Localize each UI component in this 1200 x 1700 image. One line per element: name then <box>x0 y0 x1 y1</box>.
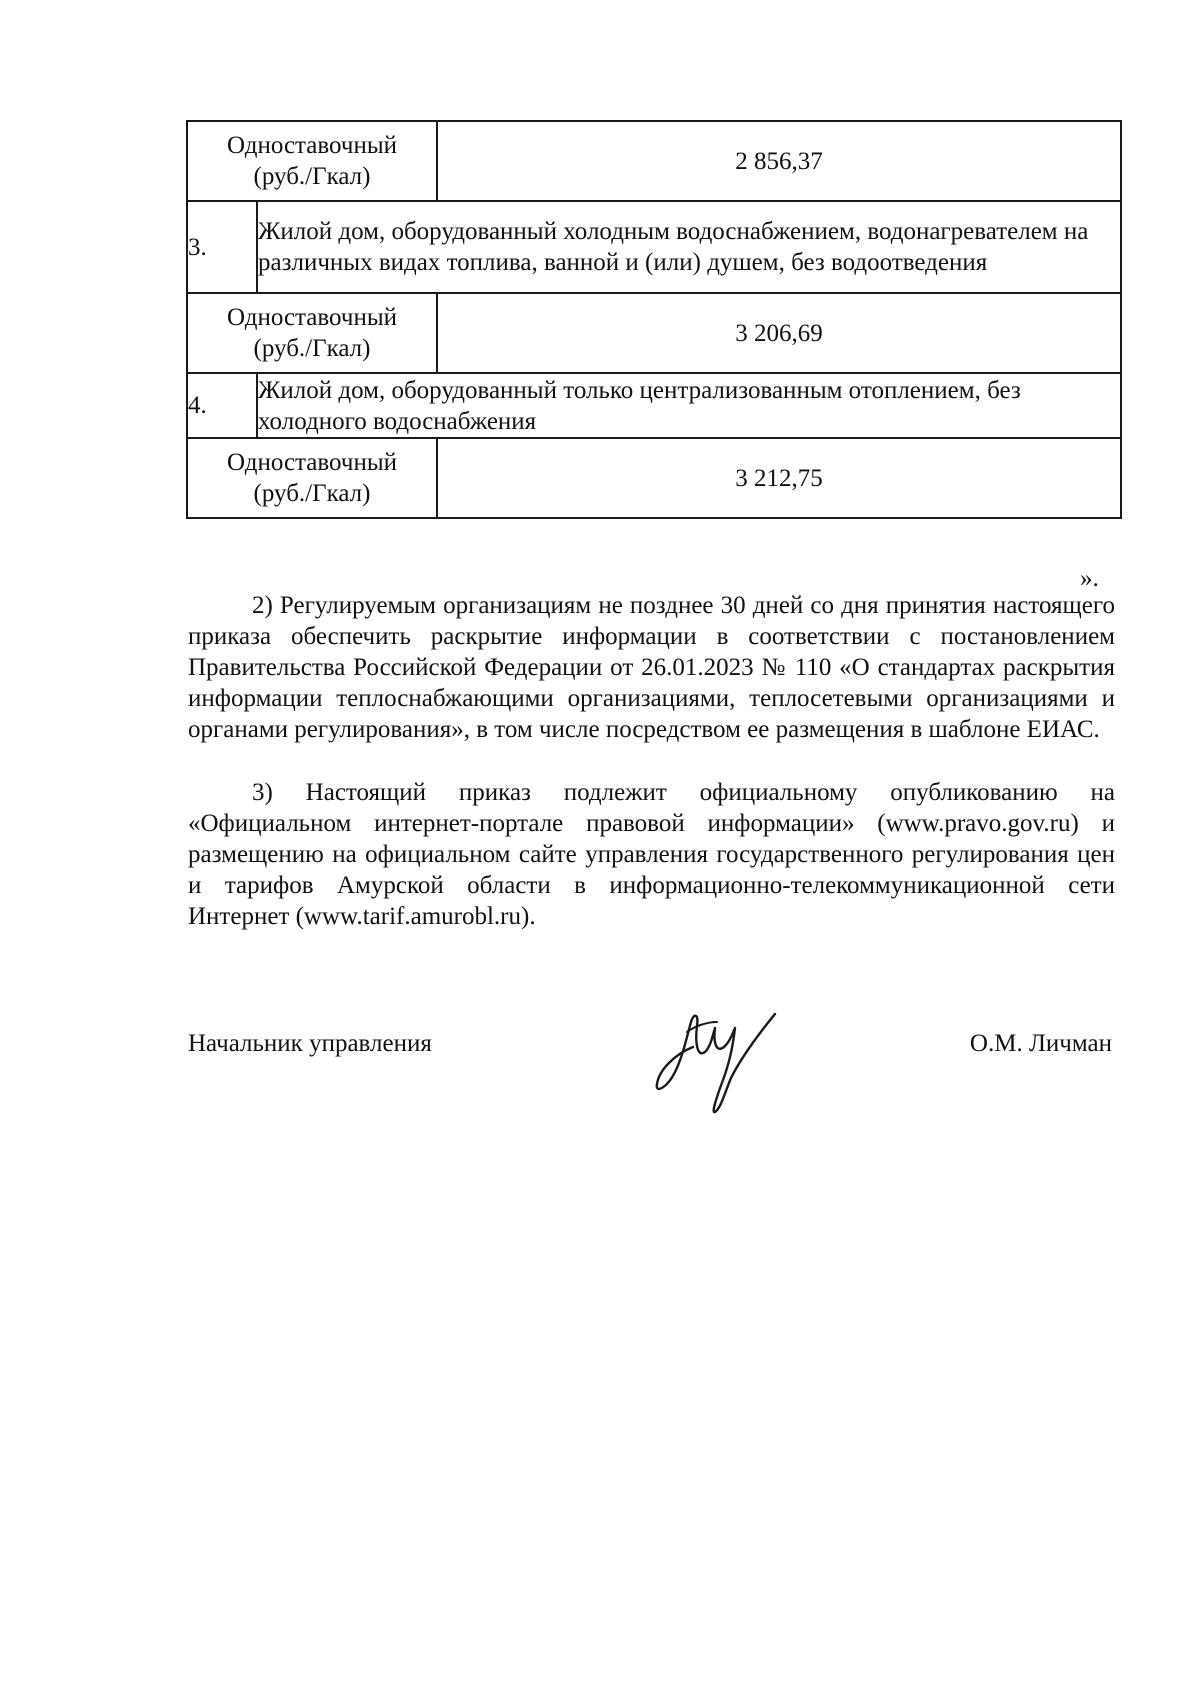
signer-position: Начальник управления <box>188 1030 432 1057</box>
rate-value-cell: 3 206,69 <box>437 293 1121 373</box>
tariff-row-rate <box>187 293 1121 373</box>
item-number: 3. <box>187 201 257 293</box>
rate-label-cell <box>187 438 437 518</box>
tariff-row-item <box>187 201 1121 293</box>
rate-label-cell <box>187 121 437 201</box>
paragraph-disclosure: 2) Регулируемым организациям не позднее 30 дней со дня принятия настоящего приказа обеспечить раскрытие информации в соответствии с постановлением Правительства Российской Федерации от 26.01.2023 № 110 «О стандартах раскрытия информации теплоснабжающими организациями, теплосетевыми организациями и органами регулирования», в том числе посредством ее размещения в шаблоне ЕИАС. <box>188 592 1115 743</box>
handwritten-signature <box>645 992 815 1122</box>
rate-unit-label: (руб./Гкал) <box>253 335 371 362</box>
rate-type-label: Одноставочный <box>227 304 397 331</box>
item-number: 4. <box>187 373 257 438</box>
tariff-row-rate <box>187 438 1121 518</box>
paragraph-publication: 3) Настоящий приказ подлежит официальному опубликованию на «Официальном интернет-портале правовой информации» (www.pravo.gov.ru) и размещению на официальном сайте управления государственного регулирования цен и тарифов Амурской области в информационно-телекоммуникационной сети Интернет (www.tarif.amurobl.ru). <box>188 779 1115 930</box>
tariff-row-item <box>187 373 1121 438</box>
rate-type-label: Одноставочный <box>227 449 397 476</box>
signer-name: О.М. Личман <box>969 1030 1112 1057</box>
item-description: Жилой дом, оборудованный только централизованным отоплением, без холодного водоснабжения <box>257 373 1121 438</box>
tariff-row-rate <box>187 121 1121 201</box>
rate-value-cell: 3 212,75 <box>437 438 1121 518</box>
table-closing-quote: ». <box>1080 565 1099 592</box>
rate-value-cell: 2 856,37 <box>437 121 1121 201</box>
rate-unit-label: (руб./Гкал) <box>253 163 371 190</box>
rate-unit-label: (руб./Гкал) <box>253 480 371 507</box>
rate-label-cell <box>187 293 437 373</box>
rate-type-label: Одноставочный <box>227 132 397 159</box>
item-description: Жилой дом, оборудованный холодным водоснабжением, водонагревателем на различных видах топлива, ванной и (или) душем, без водоотведения <box>257 201 1121 293</box>
tariff-table <box>186 120 1122 519</box>
